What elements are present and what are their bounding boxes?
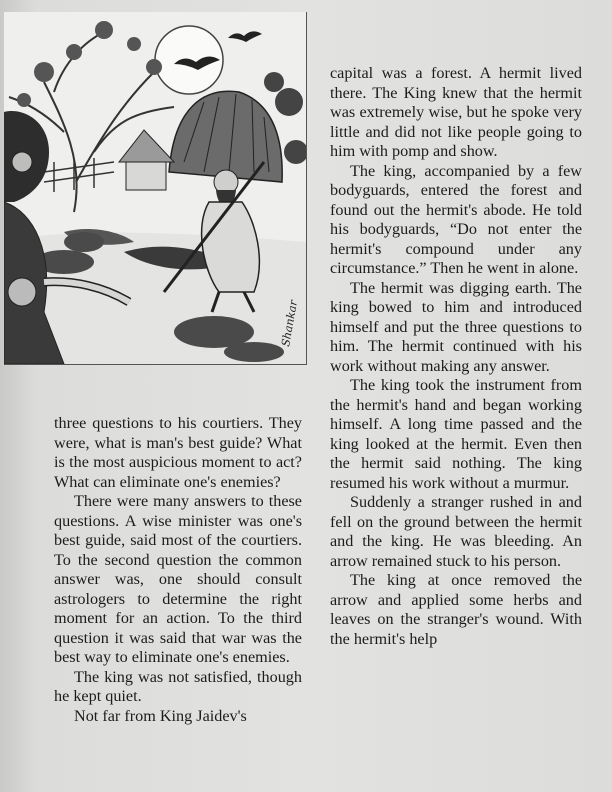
paragraph: The king was not satisfied, though he kept quiet.	[54, 667, 302, 705]
paragraph: The hermit was digging earth. The king bowed to him and introduced himself and put the three questions to him. The hermit continued with his work without making any answer.	[330, 278, 582, 375]
paragraph: Suddenly a stranger rushed in and fell on the ground between the hermit and the king. He was bleeding. An arrow remained stuck to his person.	[330, 493, 582, 570]
right-text-column	[330, 64, 582, 649]
left-text-column	[54, 414, 302, 726]
paragraph: capital was a forest. A hermit lived there. The King knew that the hermit was extremely wise, but he spoke very little and did not like people going to him with pomp and show.	[330, 64, 582, 160]
paragraph: There were many answers to these questions. A wise minister was one's best guide, said most of the courtiers. To the second question the common answer was, one should consult astrologers to determine the right moment for an action. To the third question it was said that war was the best way to eliminate one's enemies.	[54, 492, 302, 666]
story-illustration	[4, 12, 307, 365]
paragraph: The king at once removed the arrow and applied some herbs and leaves on the stranger's wound. With the hermit's help	[330, 571, 582, 648]
hermit-scene-drawing	[4, 12, 306, 364]
paragraph: The king took the instrument from the hermit's hand and began working himself. A long time passed and the king looked at the hermit. Even then the hermit said nothing. The king resumed his work without a murmur.	[330, 376, 582, 492]
paragraph: The king, accompanied by a few bodyguards, entered the forest and found out the hermit's abode. He told his bodyguards, “Do not enter the hermit's compound under any circumstance.” Then he went in alone.	[330, 161, 582, 277]
artist-signature: Shankar	[279, 299, 301, 348]
paragraph: three questions to his courtiers. They were, what is man's best guide? What is the most auspicious moment to act? What can eliminate one's enemies?	[54, 414, 302, 491]
paragraph: Not far from King Jaidev's	[74, 706, 247, 725]
